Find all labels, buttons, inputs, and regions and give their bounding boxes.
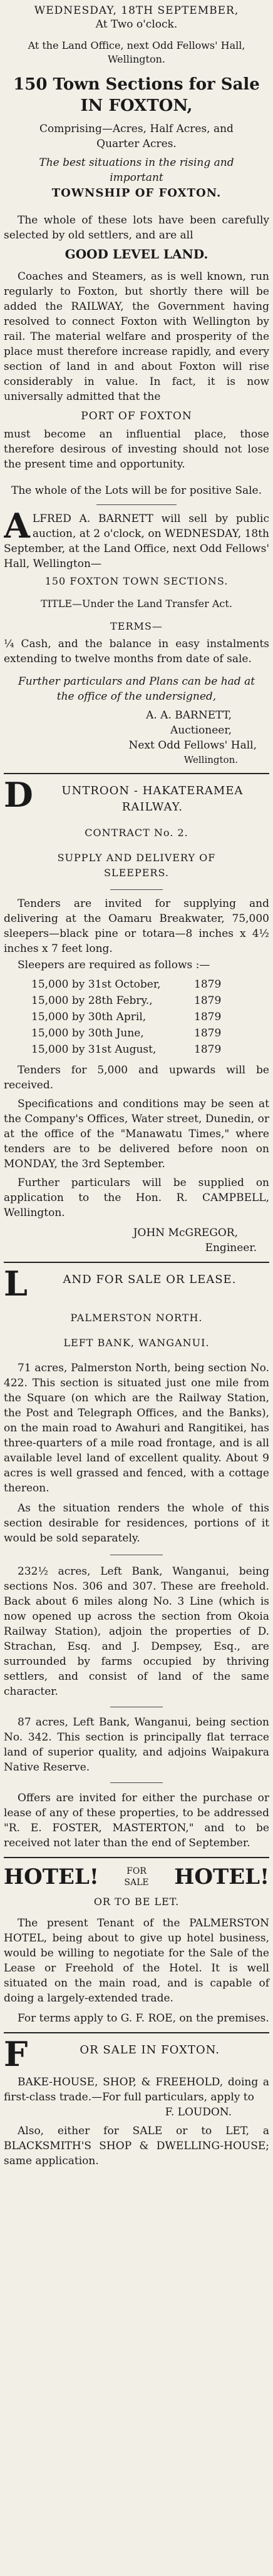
sale-positive: The whole of the Lots will be for positive Sale. [11, 484, 262, 497]
duntroon-title: UNTROON - HAKATERAMEA RAILWAY. [61, 784, 244, 814]
sale-headline: 150 Town Sections for Sale IN FOXTON, [13, 75, 260, 115]
auction-sections: 150 FOXTON TOWN SECTIONS. [44, 575, 229, 587]
hotel-heading [4, 1864, 269, 1889]
schedule-row: 15,000 by 30th April, 1879 [31, 1011, 222, 1023]
auctioneer-title: Auctioneer, [170, 724, 232, 737]
auctioneer-city: Wellington. [183, 754, 238, 765]
divider [110, 1782, 163, 1783]
auctioneer-name: A. A. BARNETT, [146, 709, 232, 722]
land-para-5: Offers are invited for either the purchase or lease of any of these properties, to be addressed "R. E. FOSTER, MASTERTON," and to be received not later than the end of September. [4, 1792, 269, 1849]
for-sale-stack: FOR SALE [124, 1866, 149, 1888]
auction-notice [4, 511, 269, 571]
land-title: AND FOR SALE OR LEASE. [63, 1273, 237, 1286]
foxton-sale-advert [4, 0, 269, 767]
tender-para-2: Tenders for 5,000 and upwards will be received. [4, 1064, 269, 1091]
sale-location: At the Land Office, next Odd Fellows' Hall, Wellington. [28, 39, 245, 65]
land-para-4: 87 acres, Left Bank, Wanganui, being section No. 342. This section is principally flat terrace land of superior quality, and adjoins Waipakura Native Reserve. [4, 1716, 269, 1774]
terms-body: ¼ Cash, and the balance in easy instalments extending to twelve months from date of sale. [4, 638, 269, 665]
sale-best: The best situations in the rising and important [39, 156, 234, 184]
sale-good-land: GOOD LEVEL LAND. [64, 247, 209, 262]
schedule-row: 15,000 by 31st October, 1879 [31, 978, 222, 991]
duntroon-railway-advert [4, 774, 269, 1255]
auction-title: TITLE—Under the Land Transfer Act. [41, 598, 232, 610]
foxsale-signature: F. LOUDON. [165, 2106, 232, 2119]
tender-para-4: Further particulars will be supplied on application to the Hon. R. CAMPBELL, Wellington. [4, 1177, 269, 1219]
drop-capital: A [4, 511, 30, 546]
sale-comprising: Comprising—Acres, Half Acres, and Quarter Acres. [39, 123, 234, 150]
sale-port: PORT OF FOXTON [81, 410, 192, 422]
sleepers-required: Sleepers are required as follows :— [18, 959, 210, 971]
contract-no: CONTRACT No. 2. [85, 827, 188, 839]
hotel-para-1: The present Tenant of the PALMERSTON HOTEL, being about to give up hotel business, would be willing to negotiate for the Sale of the Lease or Freehold of the Hotel. It is well situated on the main road, and is capable of doing a largely-extended trade. [4, 1917, 269, 2005]
foxsale-para-2: Also, either for SALE or to LET, a BLACKSMITH'S SHOP & DWELLING-HOUSE; same application. [4, 2125, 269, 2167]
tender-para-1: Tenders are invited for supplying and delivering at the Oamaru Breakwater, 75,000 sleepers—black pine or totara—8 inches x 4½ inches x 7 feet long. [4, 897, 269, 955]
hotel-word-left: HOTEL! [4, 1864, 99, 1889]
land-sale-advert [4, 1263, 269, 1851]
engineer-title: Engineer. [205, 1242, 257, 1254]
drop-capital: F [4, 2040, 28, 2068]
terms-heading: TERMS— [110, 620, 163, 632]
further-particulars: Further particulars and Plans can be had at the office of the undersigned, [18, 675, 255, 703]
foxton-bakehouse-advert [4, 2033, 269, 2169]
hotel-advert [4, 1858, 269, 2026]
sale-para-3: must become an influential place, those therefore desirous of investing should not lose the present time and opportunity. [4, 428, 269, 471]
sale-township: TOWNSHIP OF FOXTON. [51, 187, 222, 200]
foxsale-para-1: BAKE-HOUSE, SHOP, & FREEHOLD, doing a first-class trade.—For full particulars, apply to [4, 2076, 269, 2103]
land-para-2: As the situation renders the whole of this section desirable for residences, portions of it would be sold separately. [4, 1502, 269, 1545]
schedule-row: 15,000 by 30th June, 1879 [31, 1027, 222, 1040]
sale-time: At Two o'clock. [95, 18, 178, 31]
sale-para-1: The whole of these lots have been carefully selected by old settlers, and are all [4, 214, 269, 242]
supply-heading: SUPPLY AND DELIVERY OF SLEEPERS. [57, 852, 216, 879]
duntroon-heading [4, 780, 269, 815]
drop-capital: D [4, 780, 33, 815]
drop-capital: L [4, 1269, 28, 1298]
land-para-1: 71 acres, Palmerston North, being section No. 422. This section is situated just one mile from the Square (on which are the Railway Station, the Post and Telegraph Offices, and the Banks), on the main road to Awahuri and Rangitikei, has three-quarters of a mile road frontage, and is all available level land of excellent quality. About 9 acres is well grassed and fenced, with a cottage thereon. [4, 1362, 269, 1495]
hotel-word-right: HOTEL! [174, 1864, 269, 1889]
tender-para-3: Specifications and conditions may be seen at the Company's Offices, Water street, Dunedin, or at the office of the "Manawatu Times," where tenders are to be delivered before noon on MONDAY, the 3rd September. [4, 1098, 269, 1170]
hotel-to-let: OR TO BE LET. [93, 1896, 180, 1908]
hotel-para-2: For terms apply to G. F. ROE, on the premises. [18, 2012, 269, 2025]
land-bank: LEFT BANK, WANGANUI. [63, 1337, 210, 1349]
sale-date: WEDNESDAY, 18TH SEPTEMBER, [34, 4, 239, 17]
auctioneer-address: Next Odd Fellows' Hall, [128, 739, 257, 752]
schedule-row: 15,000 by 31st August, 1879 [31, 1043, 222, 1056]
engineer-name: JOHN McGREGOR, [133, 1227, 238, 1239]
schedule-row: 15,000 by 28th Febry., 1879 [31, 994, 222, 1007]
newspaper-column [4, 0, 269, 2169]
land-heading [4, 1269, 269, 1298]
foxsale-heading [4, 2040, 269, 2068]
land-place: PALMERSTON NORTH. [70, 1312, 203, 1324]
sleeper-schedule [4, 976, 269, 1058]
divider [110, 889, 163, 890]
auction-body: LFRED A. BARNETT will sell by public auction, at 2 o'clock, on WEDNESDAY, 18th September, at the Land Office, next Odd Fellows' Hall, Wellington— [4, 513, 269, 570]
sale-para-2: Coaches and Steamers, as is well known, run regularly to Foxton, but shortly there will be added the RAILWAY, the Government having resolved to connect Foxton with Wellington by rail. The material welfare and prosperity of the place must therefore increase rapidly, and every section of land in and about Foxton will rise considerably in value. In fact, it is now universally admitted that the [4, 270, 269, 403]
foxsale-title: OR SALE IN FOXTON. [80, 2043, 220, 2057]
land-para-3: 232½ acres, Left Bank, Wanganui, being sections Nos. 306 and 307. These are freehold. Back about 6 miles along No. 3 Line (which is now opened up across the section from Okoia Railway Station), adjoin the properties of D. Strachan, Esq. and J. Dempsey, Esq., are surrounded by farms occupied by thriving settlers, and consist of land of the same character. [4, 1565, 269, 1698]
divider [96, 504, 176, 505]
